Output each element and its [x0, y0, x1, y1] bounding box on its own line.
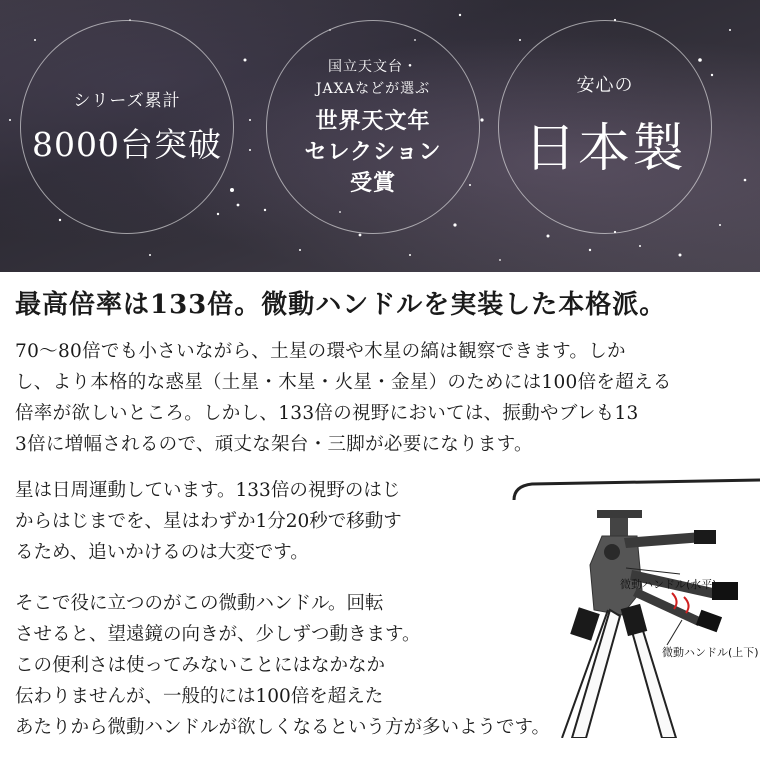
paragraph-line: 3倍に増幅されるので、頑丈な架台・三脚が必要になります。 [15, 434, 533, 455]
illustration-outline [514, 480, 760, 500]
mount-knob [604, 544, 620, 560]
tripod-leg-clamp [570, 607, 600, 640]
badge-award [266, 20, 480, 234]
vertical-handle-grip [696, 610, 722, 633]
hero-banner [0, 0, 760, 272]
tripod-leg-clamp [621, 604, 648, 636]
mount-illustration [512, 470, 760, 738]
paragraph-line: 70〜80倍でも小さいながら、土星の環や木星の縞は観察できます。しか [15, 341, 626, 362]
badge-sales [20, 20, 234, 234]
paragraph-line: し、より本格的な惑星（土星・木星・火星・金星）のためには100倍を超える [15, 372, 672, 393]
label-horizontal-handle: 微動ハンドル(水平) [620, 578, 717, 591]
badge-award-line3: 世界天文年 [315, 107, 431, 134]
badge-japan-title: 日本製 [523, 118, 686, 179]
badge-award-line1: 国立天文台・ [328, 58, 418, 75]
paragraph-line: この便利さは使ってみないことにはなかなか [15, 655, 386, 676]
paragraph-line: からはじまでを、星はわずか1分20秒で移動す [15, 511, 402, 532]
paragraph-line: させると、望遠鏡の向きが、少しずつ動きます。 [15, 624, 421, 645]
badge-made-in-japan [498, 20, 712, 234]
badge-award-line5: 受賞 [349, 169, 396, 196]
badge-sales-count: 8000台突破 [32, 124, 222, 164]
label-vertical-handle: 微動ハンドル(上下) [662, 646, 759, 659]
paragraph-line: あたりから微動ハンドルが欲しくなるという方が多いようです。 [15, 717, 551, 738]
badge-japan-label: 安心の [576, 74, 634, 96]
mount-top-plate [597, 510, 642, 518]
badge-award-line2: JAXAなどが選ぶ [315, 80, 431, 97]
pan-handle-bar [624, 532, 704, 548]
mount-neck [610, 518, 628, 536]
paragraph-line: 伝わりませんが、一般的には100倍を超えた [15, 686, 384, 707]
paragraph-magnification [15, 336, 750, 460]
paragraph-line: るため、追いかけるのは大変です。 [15, 542, 309, 563]
badge-sales-label: シリーズ累計 [73, 90, 181, 111]
badge-award-line4: セレクション [304, 138, 442, 165]
headline: 最高倍率は133倍。微動ハンドルを実装した本格派。 [15, 290, 667, 320]
paragraph-line: 倍率が欲しいところ。しかし、133倍の視野においては、振動やブレも13 [15, 403, 639, 424]
paragraph-line: 星は日周運動しています。133倍の視野のはじ [15, 480, 401, 501]
paragraph-diurnal-motion [15, 475, 505, 568]
paragraph-line: そこで役に立つのがこの微動ハンドル。回転 [15, 593, 384, 614]
pan-handle-grip [694, 530, 716, 544]
